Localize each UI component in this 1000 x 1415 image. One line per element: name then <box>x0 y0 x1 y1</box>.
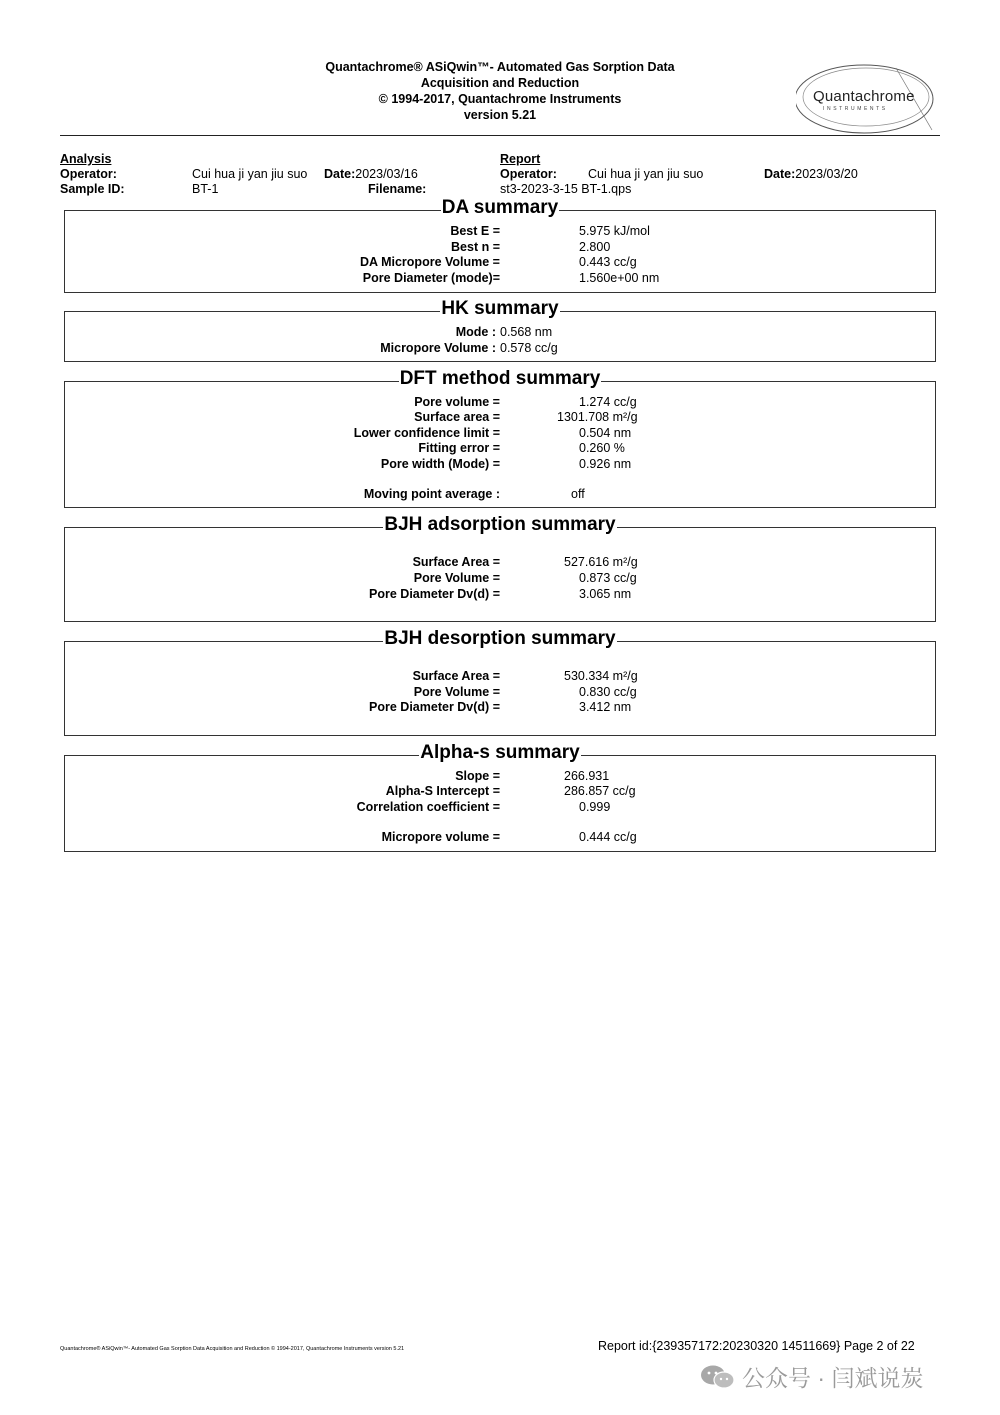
report-date-value: 2023/03/20 <box>795 167 858 181</box>
hk-mode-value: 0.568 nm <box>500 325 553 339</box>
da-value: 1.560e+00 nm <box>579 271 660 285</box>
header-version: version 5.21 <box>463 108 537 122</box>
hk-volume-value: 0.578 cc/g <box>500 341 558 355</box>
footer-report-id: Report id:{239357172:20230320 14511669} Page 2 of 22 <box>598 1339 915 1353</box>
report-date-label: Date: <box>764 167 796 181</box>
dft-summary-box <box>64 381 936 508</box>
da-label: Pore Diameter (mode)= <box>362 271 500 285</box>
alpha-s-heading: Alpha-s summary <box>420 742 580 763</box>
alpha-micropore-value: 0.444 cc/g <box>579 830 637 844</box>
bjh-desorption-heading: BJH desorption summary <box>384 628 616 649</box>
report-operator: Cui hua ji yan jiu suo <box>588 167 704 181</box>
dft-value: 0.260 % <box>579 441 625 455</box>
logo-subtitle: INSTRUMENTS <box>823 106 888 112</box>
bjh-des-value: 3.412 nm <box>579 700 632 714</box>
da-label: DA Micropore Volume = <box>360 255 500 269</box>
logo-wordmark: Quantachrome <box>813 88 915 105</box>
quantachrome-logo <box>796 60 944 138</box>
bjh-adsorption-heading: BJH adsorption summary <box>384 514 616 535</box>
dft-summary-heading: DFT method summary <box>399 368 601 389</box>
analysis-heading: Analysis <box>60 152 112 166</box>
bjh-ads-value: 3.065 nm <box>579 587 632 601</box>
da-summary-heading: DA summary <box>441 197 559 218</box>
bjh-ads-label: Pore Volume = <box>413 571 500 585</box>
da-label: Best E = <box>450 224 500 238</box>
dft-value: 0.504 nm <box>579 426 632 440</box>
bjh-desorption-box <box>64 641 936 736</box>
da-value: 0.443 cc/g <box>579 255 637 269</box>
dft-value: 0.926 nm <box>579 457 632 471</box>
hk-summary-heading: HK summary <box>441 298 559 319</box>
alpha-value: 266.931 <box>564 769 610 783</box>
alpha-value: 0.999 <box>579 800 611 814</box>
bjh-des-label: Pore Volume = <box>413 685 500 699</box>
hk-volume-label: Micropore Volume : <box>380 341 496 355</box>
alpha-value: 286.857 cc/g <box>564 784 636 798</box>
dft-label: Fitting error = <box>418 441 500 455</box>
report-date <box>764 167 858 182</box>
bjh-ads-label: Pore Diameter Dv(d) = <box>369 587 500 601</box>
dft-value: 1.274 cc/g <box>579 395 637 409</box>
hk-mode-label: Mode : <box>455 325 496 339</box>
dft-label: Lower confidence limit = <box>353 426 500 440</box>
da-label: Best n = <box>451 240 500 254</box>
analysis-operator-label: Operator: <box>60 167 117 181</box>
alpha-label: Alpha-S Intercept = <box>385 784 500 798</box>
dft-label: Pore width (Mode) = <box>380 457 500 471</box>
analysis-date <box>324 167 418 182</box>
bjh-des-label: Surface Area = <box>412 669 500 683</box>
watermark-text: 公众号 · 闫斌说炭 <box>742 1365 924 1391</box>
report-heading: Report <box>500 152 541 166</box>
bjh-des-value: 530.334 m²/g <box>564 669 638 683</box>
bjh-des-value: 0.830 cc/g <box>579 685 637 699</box>
filename-label: Filename: <box>368 182 427 196</box>
wechat-icon <box>700 1364 736 1390</box>
header-title-line1: Quantachrome® ASiQwin™- Automated Gas Sorption Data <box>325 60 675 74</box>
alpha-s-box <box>64 755 936 852</box>
bjh-ads-value: 527.616 m²/g <box>564 555 638 569</box>
bjh-des-label: Pore Diameter Dv(d) = <box>369 700 500 714</box>
alpha-label: Correlation coefficient = <box>356 800 500 814</box>
alpha-label: Slope = <box>455 769 500 783</box>
watermark <box>700 1360 923 1393</box>
da-value: 5.975 kJ/mol <box>579 224 650 238</box>
header-copyright: © 1994-2017, Quantachrome Instruments <box>378 92 622 106</box>
analysis-operator: Cui hua ji yan jiu suo <box>192 167 308 181</box>
dft-moving-value: off <box>571 487 585 501</box>
header-title-line2: Acquisition and Reduction <box>420 76 580 90</box>
sample-id-label: Sample ID: <box>60 182 125 196</box>
header-rule <box>60 135 940 136</box>
bjh-ads-value: 0.873 cc/g <box>579 571 637 585</box>
filename: st3-2023-3-15 BT-1.qps <box>500 182 632 196</box>
bjh-adsorption-box <box>64 527 936 622</box>
analysis-date-value: 2023/03/16 <box>355 167 418 181</box>
dft-label: Pore volume = <box>414 395 500 409</box>
footer-copyright: Quantachrome® ASiQwin™- Automated Gas Sorption Data Acquisition and Reduction © 1994-2017, Quantachrome Instruments version 5.21 <box>60 1346 405 1352</box>
bjh-ads-label: Surface Area = <box>412 555 500 569</box>
dft-value: 1301.708 m²/g <box>557 410 638 424</box>
da-value: 2.800 <box>579 240 611 254</box>
da-summary-box <box>64 210 936 293</box>
analysis-date-label: Date: <box>324 167 356 181</box>
sample-id: BT-1 <box>192 182 219 196</box>
dft-moving-label: Moving point average : <box>363 487 500 501</box>
report-operator-label: Operator: <box>500 167 557 181</box>
dft-label: Surface area = <box>414 410 500 424</box>
alpha-micropore-label: Micropore volume = <box>381 830 500 844</box>
